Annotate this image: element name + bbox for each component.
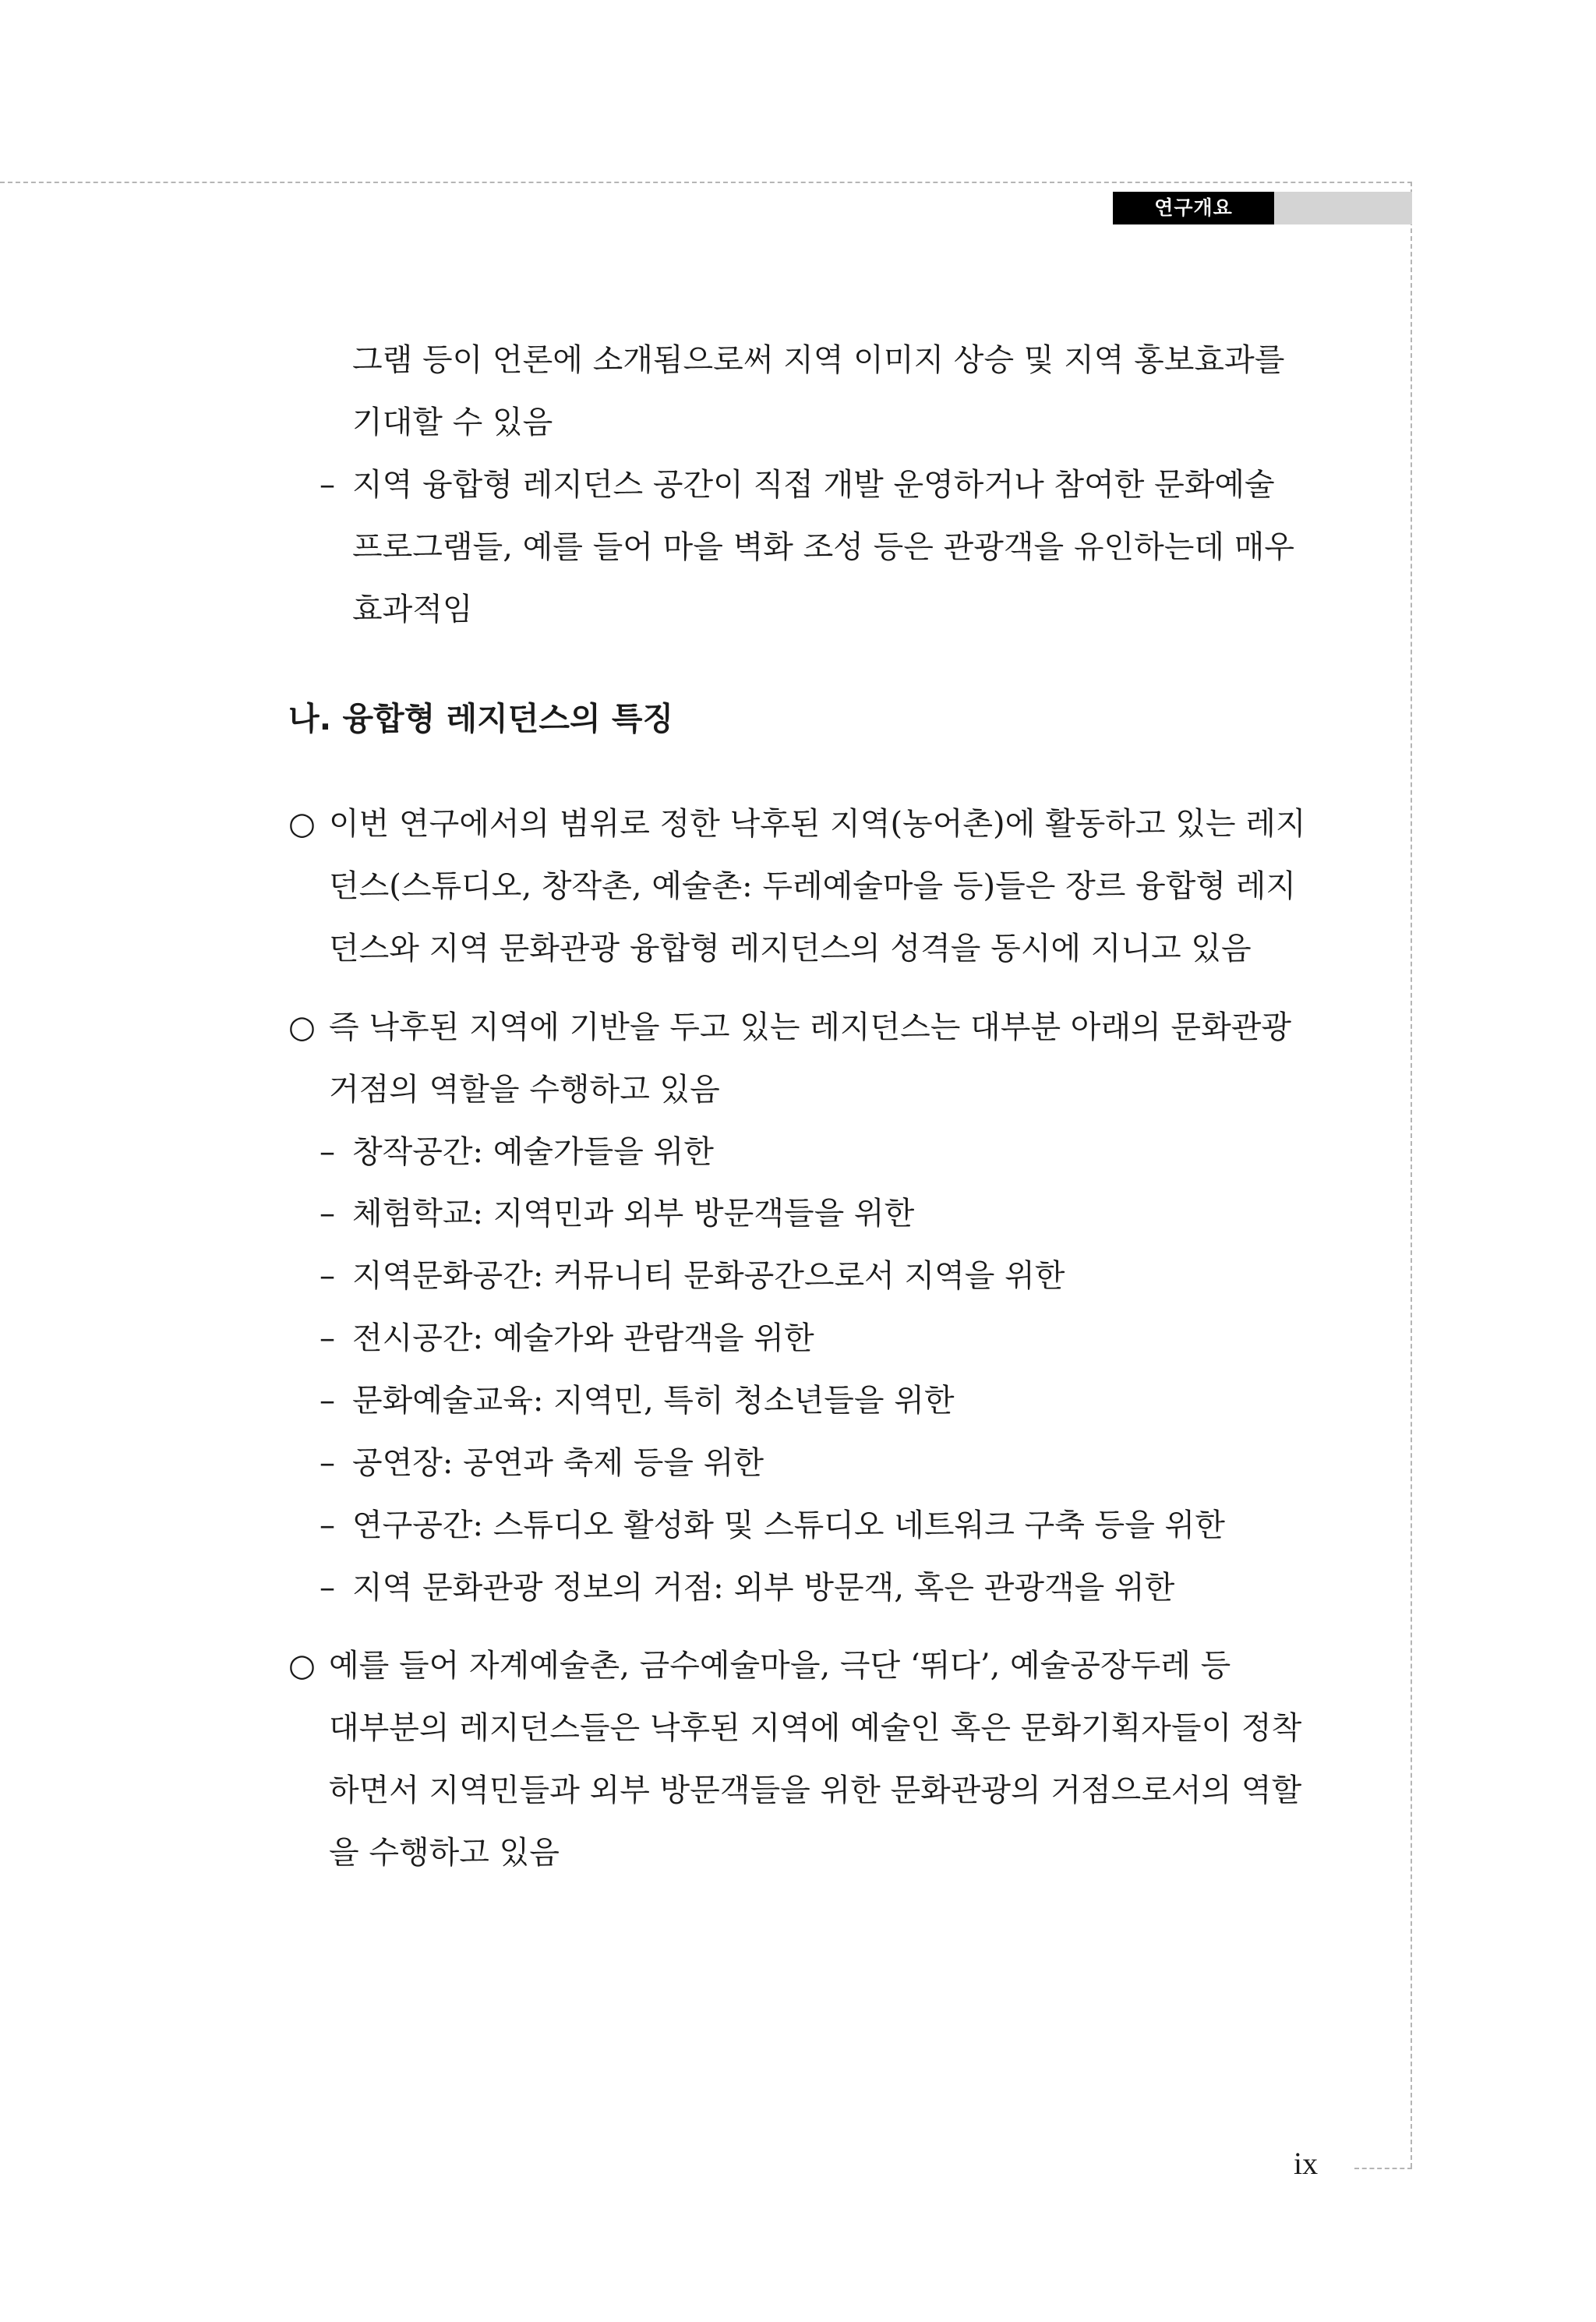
bullet-3-line-2: 대부분의 레지던스들은 낙후된 지역에 예술인 혹은 문화기획자들이 정착 [329, 1710, 1302, 1746]
circle-bullet-marker: ○ [288, 1648, 316, 1684]
bullet-2-line-2: 거점의 역할을 수행하고 있음 [329, 1072, 720, 1108]
dash-marker: – [320, 1196, 335, 1232]
subitem-3: 지역문화공간: 커뮤니티 문화공간으로서 지역을 위한 [352, 1258, 1065, 1294]
dash-marker: – [320, 1507, 335, 1543]
intro-para2-line-1: 지역 융합형 레지던스 공간이 직접 개발 운영하거나 참여한 문화예술 [352, 467, 1275, 503]
intro-para1-line-2: 기대할 수 있음 [352, 405, 553, 440]
bullet-3-line-3: 하면서 지역민들과 외부 방문객들을 위한 문화관광의 거점으로서의 역할 [329, 1772, 1302, 1808]
intro-para2-line-2: 프로그램들, 예를 들어 마을 벽화 조성 등은 관광객을 유인하는데 매우 [352, 529, 1295, 565]
circle-bullet-marker: ○ [288, 1009, 316, 1045]
dash-marker: – [320, 467, 335, 503]
subitem-5: 문화예술교육: 지역민, 특히 청소년들을 위한 [352, 1383, 955, 1419]
dash-marker: – [320, 1570, 335, 1606]
bullet-1-line-1: 이번 연구에서의 범위로 정한 낙후된 지역(농어촌)에 활동하고 있는 레지 [329, 806, 1306, 842]
subitem-6: 공연장: 공연과 축제 등을 위한 [352, 1445, 764, 1481]
bullet-1-line-3: 던스와 지역 문화관광 융합형 레지던스의 성격을 동시에 지니고 있음 [329, 931, 1252, 967]
dash-marker: – [320, 1383, 335, 1419]
bullet-3-line-4: 을 수행하고 있음 [329, 1835, 560, 1871]
dash-marker: – [320, 1134, 335, 1170]
page-number: ix [1294, 2146, 1319, 2181]
subitem-2: 체험학교: 지역민과 외부 방문객들을 위한 [352, 1196, 915, 1232]
subitem-1: 창작공간: 예술가들을 위한 [352, 1134, 714, 1170]
running-header-label: 연구개요 [1113, 192, 1274, 224]
bullet-1-line-2: 던스(스튜디오, 창작촌, 예술촌: 두레예술마을 등)들은 장르 융합형 레지 [329, 868, 1297, 904]
bottom-dashed-rule [1354, 2168, 1412, 2169]
subitem-8: 지역 문화관광 정보의 거점: 외부 방문객, 혹은 관광객을 위한 [352, 1570, 1175, 1606]
dash-marker: – [320, 1445, 335, 1481]
right-dashed-rule [1411, 182, 1412, 2168]
dash-marker: – [320, 1258, 335, 1294]
running-header [1113, 192, 1412, 224]
intro-para2-line-3: 효과적임 [352, 592, 473, 627]
subitem-7: 연구공간: 스튜디오 활성화 및 스튜디오 네트워크 구축 등을 위한 [352, 1507, 1225, 1543]
subitem-4: 전시공간: 예술가와 관람객을 위한 [352, 1320, 814, 1356]
bullet-2-line-1: 즉 낙후된 지역에 기반을 두고 있는 레지던스는 대부분 아래의 문화관광 [329, 1009, 1291, 1045]
dash-marker: – [320, 1320, 335, 1356]
bullet-3-line-1: 예를 들어 자계예술촌, 금수예술마을, 극단 ‘뛰다’, 예술공장두레 등 [329, 1648, 1231, 1684]
section-heading: 나. 융합형 레지던스의 특징 [288, 700, 674, 737]
circle-bullet-marker: ○ [288, 806, 316, 842]
intro-para1-line-1: 그램 등이 언론에 소개됨으로써 지역 이미지 상승 및 지역 홍보효과를 [352, 342, 1285, 378]
top-dashed-rule [0, 182, 1412, 183]
